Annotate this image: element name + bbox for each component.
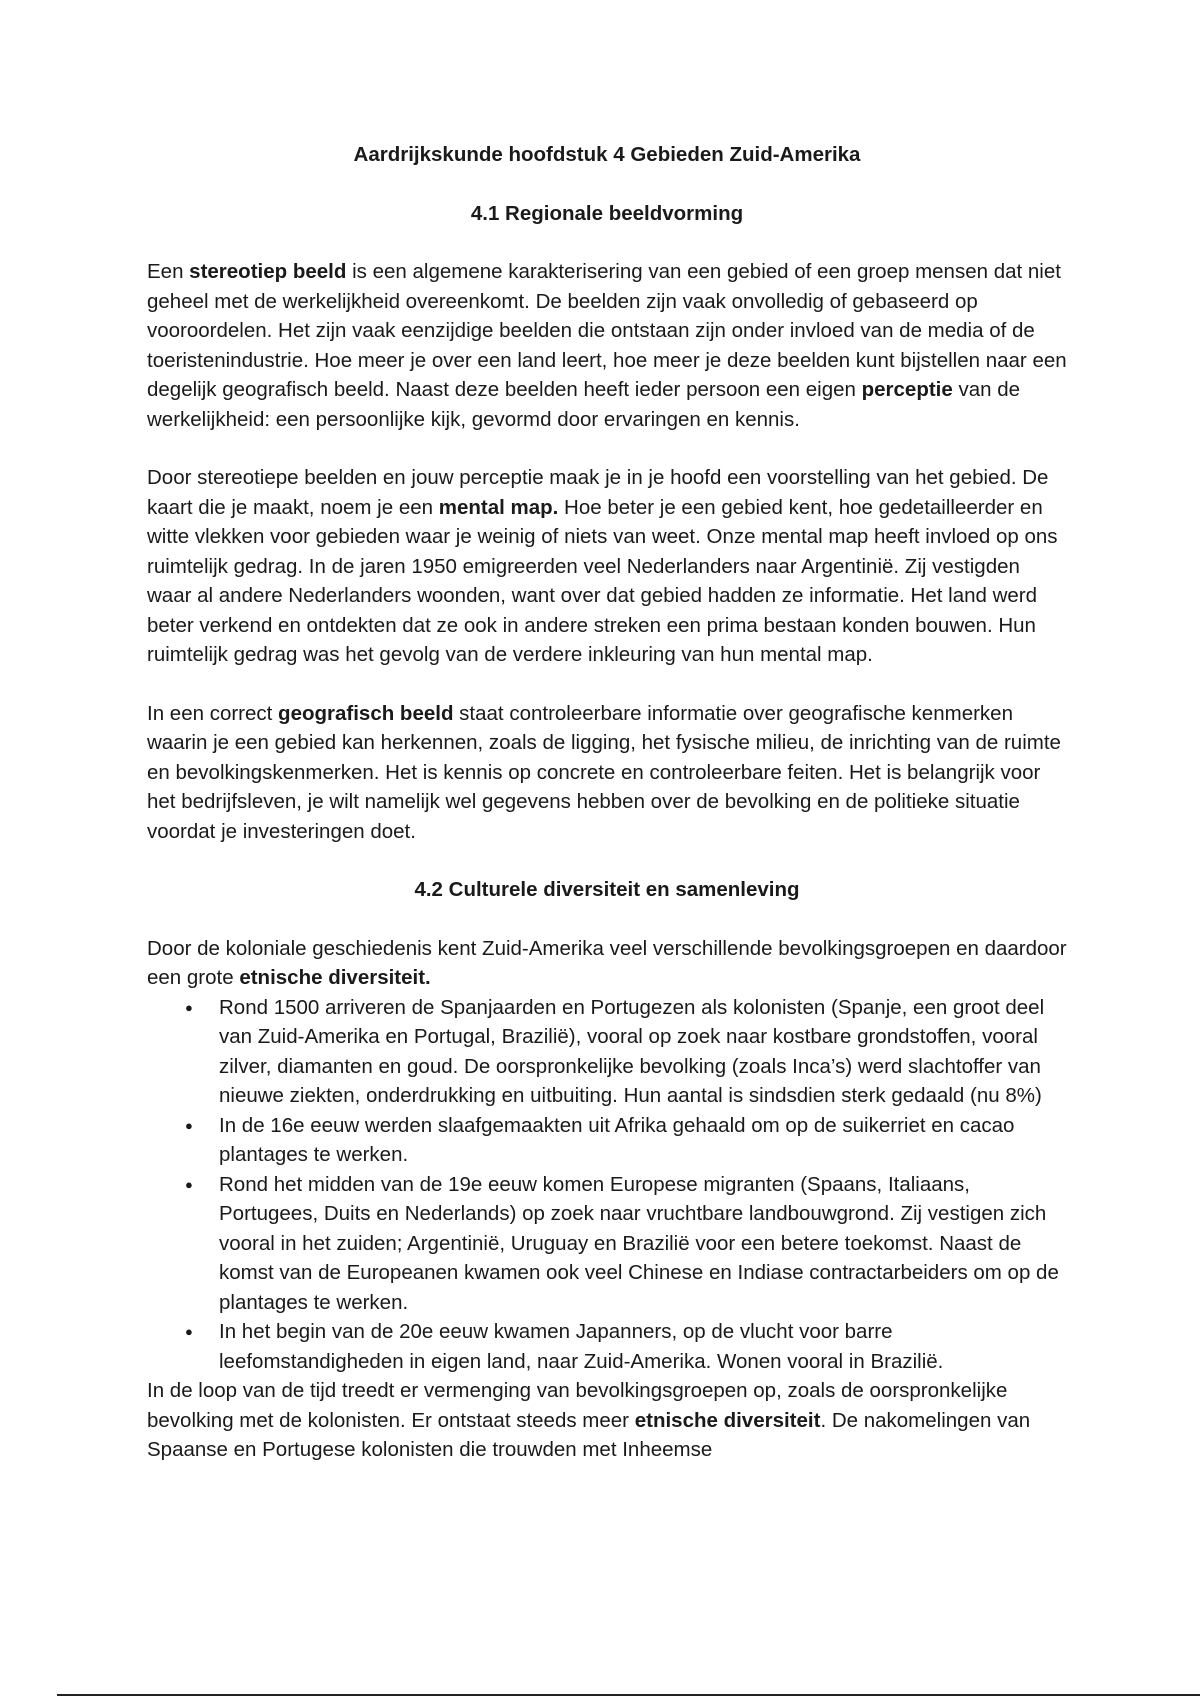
paragraph-geografisch-beeld: In een correct geografisch beeld staat controleerbare informatie over geografische kenmerken waarin je een gebied kan herkennen, zoals de ligging, het fysische milieu, de inrichting van de ruimte en bevolkingskenmerken. Het is kennis op concrete en controleerbare feiten. Het is belangrijk voor het bedrijfsleven, je wilt namelijk wel gegevens hebben over de bevolking en de politieke situatie voordat je investeringen doet. [147, 701, 1061, 843]
document-body [147, 140, 1067, 1465]
term-stereotiep-beeld: stereotiep beeld [189, 260, 347, 283]
list-item: ● Rond het midden van de 19e eeuw komen Europese migranten (Spaans, Italiaans, Portugees, Duits en Nederlands) op zoek naar vruchtbare landbouwgrond. Zij vestigen zich vooral in het zuiden; Argentinië, Uruguay en Brazilië voor een betere toekomst. Naast de komst van de Europeanen kwamen ook veel Chinese en Indiase contractarbeiders om op de plantages te werken. [219, 1170, 1067, 1318]
paragraph-koloniale-geschiedenis: Door de koloniale geschiedenis kent Zuid-Amerika veel verschillende bevolkingsgroepen en daardoor een grote etnische diversiteit. [147, 936, 1067, 989]
term-perceptie: perceptie [861, 378, 953, 401]
paragraph-vermenging: In de loop van de tijd treedt er vermenging van bevolkingsgroepen op, zoals de oorspronkelijke bevolking met de kolonisten. Er ontstaat steeds meer etnische diversiteit. De nakomelingen van Spaanse en Portugese kolonisten die trouwden met Inheemse [147, 1379, 1031, 1461]
term-mental-map: mental map. [438, 495, 559, 519]
term-etnische-diversiteit-2: etnische diversiteit [634, 1408, 821, 1432]
list-item: ● In de 16e eeuw werden slaafgemaakten uit Afrika gehaald om op de suikerriet en cacao plantages te werken. [219, 1111, 1067, 1170]
page-bottom-divider [57, 1694, 1200, 1696]
section-heading-4-1: 4.1 Regionale beeldvorming [470, 201, 744, 225]
list-item: ● Rond 1500 arriveren de Spanjaarden en Portugezen als kolonisten (Spanje, een groot deel van Zuid-Amerika en Portugal, Brazilië), vooral op zoek naar kostbare grondstoffen, vooral zilver, diamanten en goud. De oorspronkelijke bevolking (zoals Inca’s) werd slachtoffer van nieuwe ziekten, onderdrukking en uitbuiting. Hun aantal is sindsdien sterk gedaald (nu 8%) [219, 993, 1067, 1111]
paragraph-stereotiep-beeld: Een stereotiep beeld is een algemene karakterisering van een gebied of een groep mensen dat niet geheel met de werkelijkheid overeenkomt. De beelden zijn vaak onvolledig of gebaseerd op vooroordelen. Het zijn vaak eenzijdige beelden die ontstaan zijn onder invloed van de media of de toeristenindustrie. Hoe meer je over een land leert, hoe meer je deze beelden kunt bijstellen naar een degelijk geografisch beeld. Naast deze beelden heeft ieder persoon een eigen perceptie van de werkelijkheid: een persoonlijke kijk, gevormd door ervaringen en kennis. [147, 260, 1067, 431]
bullet-list-migration [147, 993, 1067, 1377]
list-item: ● In het begin van de 20e eeuw kwamen Japanners, op de vlucht voor barre leefomstandigheden in eigen land, naar Zuid-Amerika. Wonen vooral in Brazilië. [219, 1317, 1067, 1376]
term-geografisch-beeld: geografisch beeld [278, 701, 454, 725]
section-heading-4-2: 4.2 Culturele diversiteit en samenleving [414, 878, 800, 901]
term-etnische-diversiteit: etnische diversiteit. [239, 966, 431, 989]
paragraph-mental-map: Door stereotiepe beelden en jouw perceptie maak je in je hoofd een voorstelling van het gebied. De kaart die je maakt, noem je een mental map. Hoe beter je een gebied kent, hoe gedetailleerder en witte vlekken voor gebieden waar je weinig of niets van weet. Onze mental map heeft invloed op ons ruimtelijk gedrag. In de jaren 1950 emigreerden veel Nederlanders naar Argentinië. Zij vestigden waar al andere Nederlanders woonden, want over dat gebied hadden ze informatie. Het land werd beter verkend en ontdekten dat ze ook in andere streken een prima bestaan konden bouwen. Hun ruimtelijk gedrag was het gevolg van de verdere inkleuring van hun mental map. [147, 466, 1058, 666]
document-title: Aardrijkskunde hoofdstuk 4 Gebieden Zuid-Amerika [353, 143, 861, 166]
